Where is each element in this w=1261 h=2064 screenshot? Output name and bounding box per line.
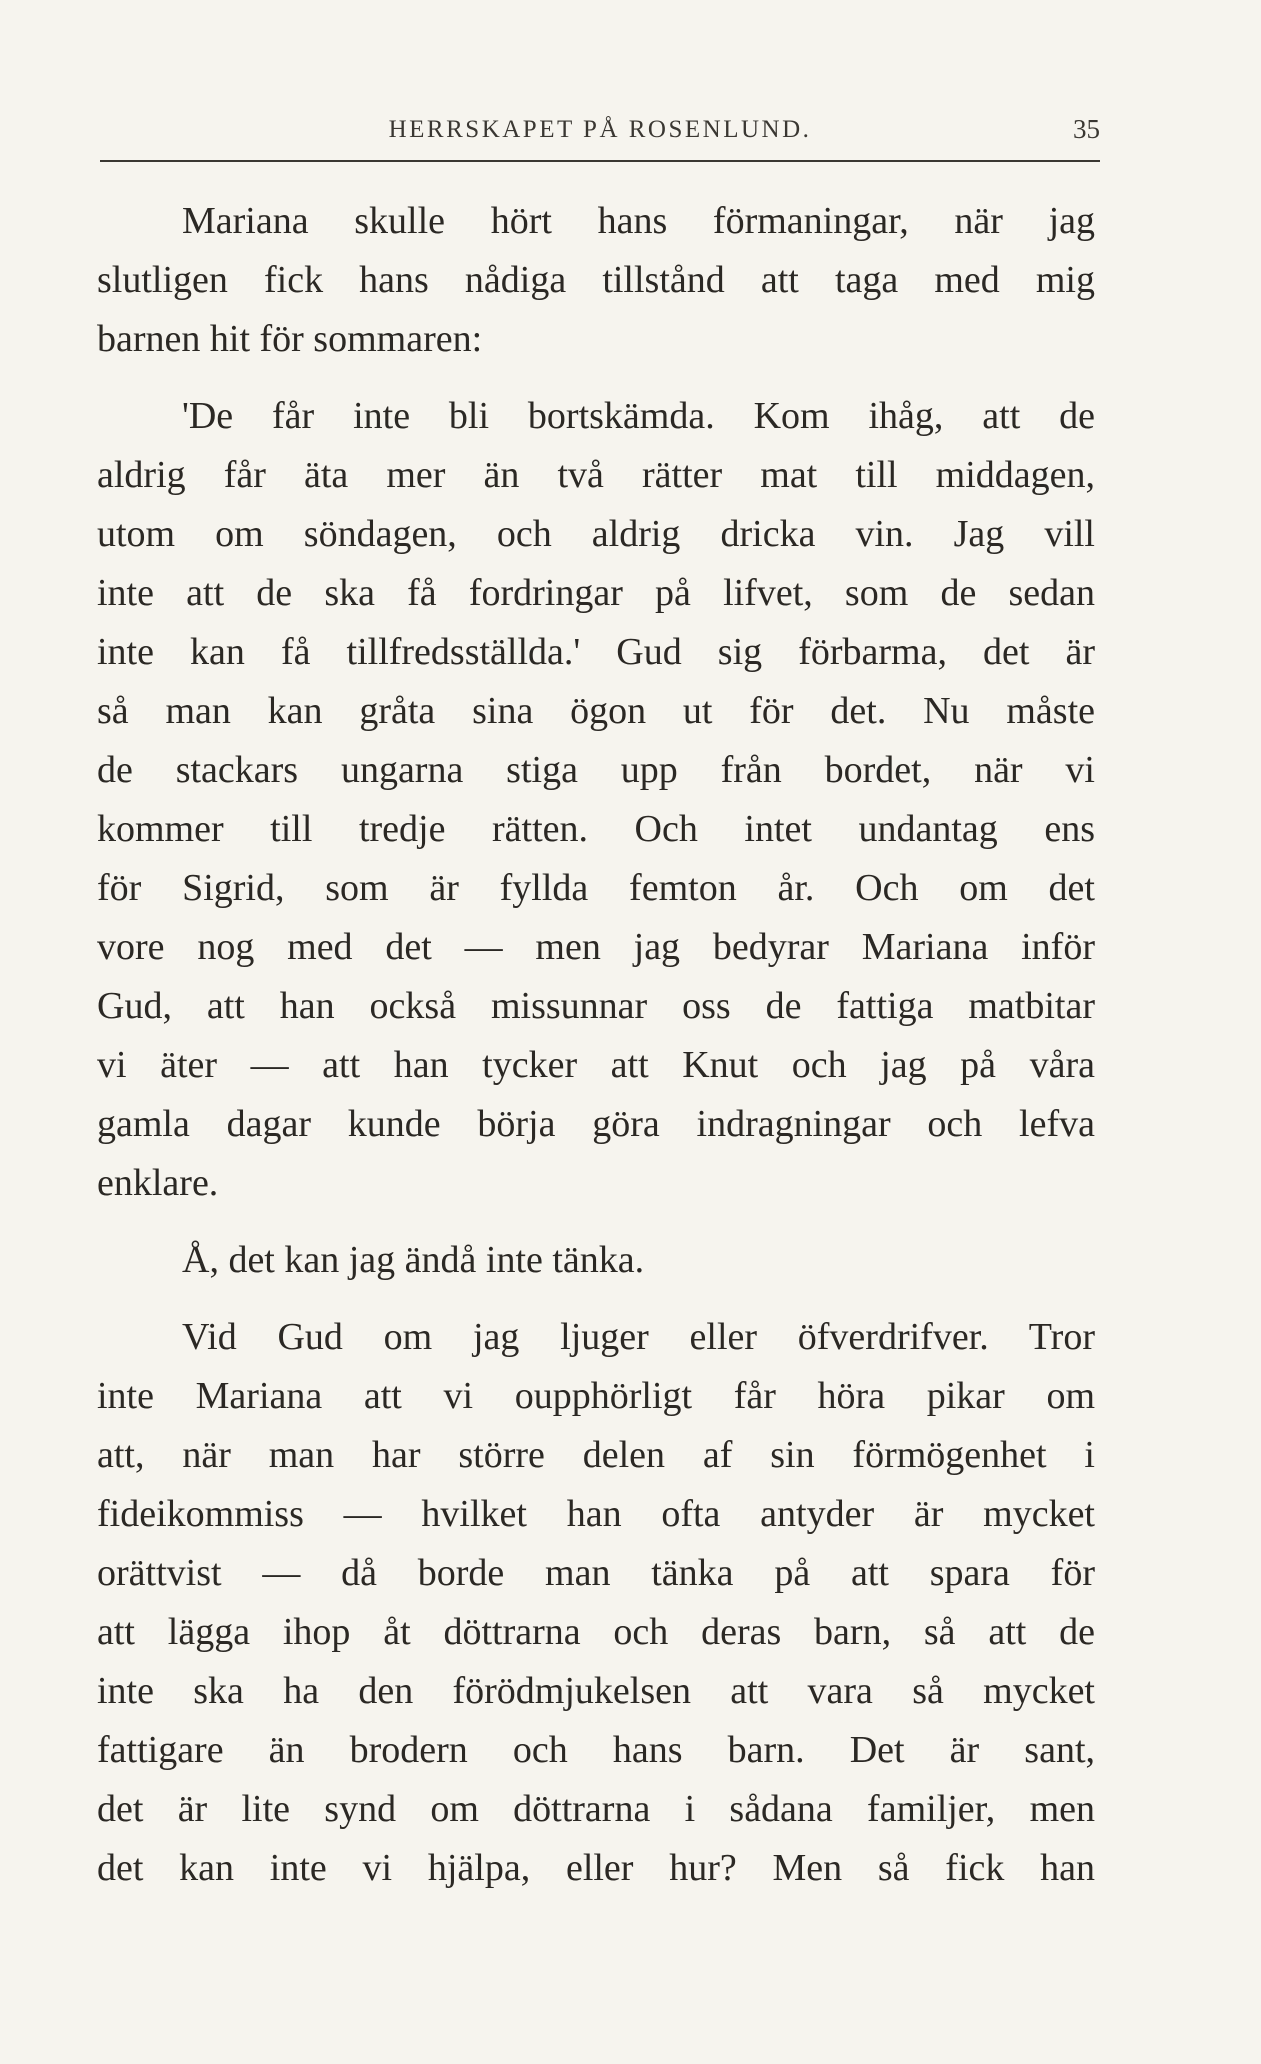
text-line: vi äter — att han tycker att Knut och jag på våra [97,1044,1095,1086]
text-line: Å, det kan jag ändå inte tänka. [182,1239,645,1281]
paragraph [97,387,1095,1213]
text-line: orättvist — då borde man tänka på att spara för [97,1552,1095,1594]
text-line: Gud, att han också missunnar oss de fattiga matbitar [97,985,1095,1027]
text-line: inte kan få tillfredsställda.' Gud sig förbarma, det är [97,631,1095,673]
paragraph [97,1231,1095,1290]
paragraph [97,1308,1095,1898]
text-line: inte att de ska få fordringar på lifvet, som de sedan [97,572,1095,614]
running-title: HERRSKAPET PÅ ROSENLUND. [388,116,812,143]
text-line: Vid Gud om jag ljuger eller öfverdrifver. Tror [182,1316,1095,1358]
text-line: att, när man har större delen af sin förmögenhet i [97,1434,1095,1476]
body-text [97,192,1095,1898]
text-line: de stackars ungarna stiga upp från bordet, när vi [97,749,1095,791]
text-line: barnen hit för sommaren: [97,318,483,360]
text-line: enklare. [97,1162,219,1204]
text-line: så man kan gråta sina ögon ut för det. Nu måste [97,690,1095,732]
text-line: inte Mariana att vi oupphörligt får höra pikar om [97,1375,1095,1417]
text-line: aldrig får äta mer än två rätter mat till middagen, [97,454,1095,496]
text-line: vore nog med det — men jag bedyrar Mariana inför [97,926,1095,968]
text-line: att lägga ihop åt döttrarna och deras barn, så att de [97,1611,1095,1653]
text-line: Mariana skulle hört hans förmaningar, när jag [182,200,1095,242]
text-line: inte ska ha den förödmjukelsen att vara så mycket [97,1670,1095,1712]
page-number: 35 [1073,114,1100,144]
paragraph [97,192,1095,369]
text-line: det är lite synd om döttrarna i sådana familjer, men [97,1788,1095,1830]
text-line: slutligen fick hans nådiga tillstånd att taga med mig [97,259,1095,301]
text-line: fideikommiss — hvilket han ofta antyder är mycket [97,1493,1095,1535]
text-line: gamla dagar kunde börja göra indragningar och lefva [97,1103,1095,1145]
text-line: kommer till tredje rätten. Och intet undantag ens [97,808,1095,850]
text-line: 'De får inte bli bortskämda. Kom ihåg, att de [182,395,1095,437]
running-head [100,108,1100,152]
text-line: utom om söndagen, och aldrig dricka vin. Jag vill [97,513,1095,555]
text-line: för Sigrid, som är fyllda femton år. Och om det [97,867,1095,909]
header-rule [100,160,1100,162]
text-line: fattigare än brodern och hans barn. Det är sant, [97,1729,1095,1771]
text-line: det kan inte vi hjälpa, eller hur? Men så fick han [97,1847,1095,1889]
